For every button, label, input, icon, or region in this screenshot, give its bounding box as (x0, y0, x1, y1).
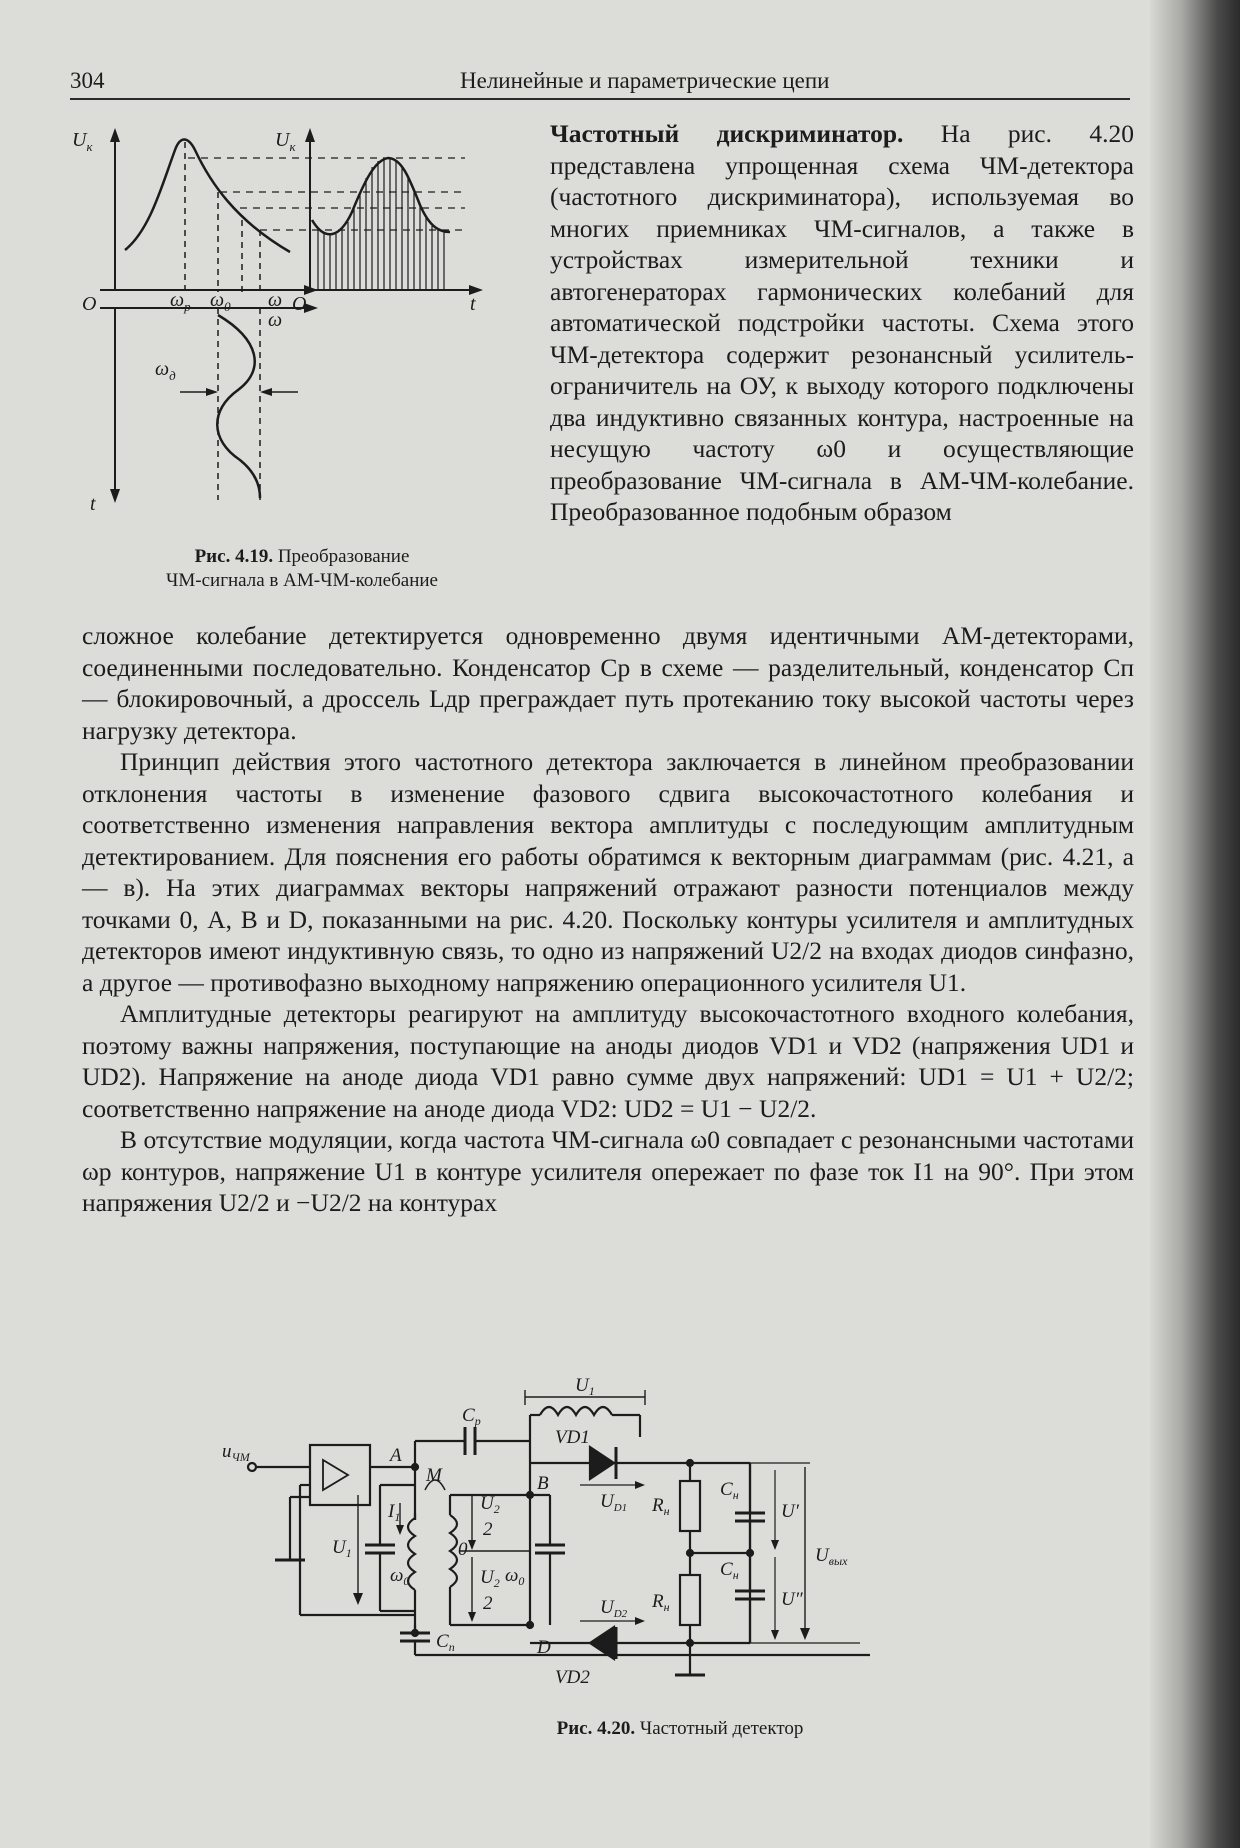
paragraph-1-continued: сложное колебание детектируется одновременно двумя идентичными АМ-детекторами, соединенными последовательно. Конденсатор Cр в схеме — разделительный, конденсатор Cп — блокировочный, а дроссель Lдр преграждает путь протеканию току высокой частоты через нагрузку детектора. (82, 621, 1134, 745)
fig420-cn-top: C (720, 1479, 733, 1500)
fig420-cn-bot: C (720, 1559, 733, 1580)
fig419-omega-axis-2: ω (268, 309, 283, 331)
fig419-caption-text-1: Преобразование (277, 546, 410, 567)
fig420-vd1: VD1 (555, 1427, 590, 1448)
figure-4-19-caption (72, 545, 532, 593)
svg-text:Cп (436, 1631, 455, 1654)
svg-text:ω0 (505, 1565, 524, 1588)
fig420-i1: I (388, 1501, 395, 1522)
fig420-u1-top-sub: 1 (588, 1384, 595, 1398)
fig420-u-prime: U′ (781, 1501, 799, 1522)
svg-text:UD1 (600, 1491, 627, 1514)
figure-4-20-caption (240, 1718, 1120, 1740)
fig419-omega-p: ω (170, 289, 185, 311)
svg-text:U1 (332, 1537, 352, 1560)
fig420-input: u (222, 1441, 232, 1462)
svg-text:Cн (720, 1559, 739, 1582)
fig420-ud1: U (600, 1491, 614, 1512)
paragraph-3: Амплитудные детекторы реагируют на амплитуду высокочастотного входного колебания, поэтому важны напряжения, поступающие на аноды диодов VD1 и VD2 (напряжения UD1 и UD2). Напряжение на аноде диода VD1 равно сумме двух напряжений: UD1 = U1 + U2/2; соответственно напряжение на аноде диода VD2: UD2 = U1 − U2/2. (82, 999, 1134, 1123)
svg-text:Cр (462, 1405, 481, 1428)
fig419-caption-label: Рис. 4.19. (194, 546, 274, 567)
fig420-cn-bot-sub: н (732, 1568, 739, 1582)
fig420-u2-top-sub: 2 (493, 1502, 500, 1516)
body-text (82, 620, 1134, 1219)
fig419-origin-right: O (292, 293, 307, 315)
svg-text:Cн (720, 1479, 739, 1502)
svg-text:Uвых (815, 1545, 848, 1568)
fig420-omega0-left: ω (390, 1565, 404, 1586)
fig420-two-top: 2 (483, 1519, 493, 1540)
fig420-cp: C (462, 1405, 475, 1426)
fig420-i1-sub: 1 (394, 1510, 401, 1524)
load-resistor-top (680, 1481, 700, 1531)
fig419-uk-right: U (275, 129, 290, 151)
page-binding-shadow (1150, 0, 1240, 1848)
svg-text:I1 (387, 1501, 400, 1524)
am-fm-hatching (318, 158, 444, 290)
fig420-node-a: A (390, 1445, 402, 1466)
fig419-omega-d-sub: д (169, 368, 176, 383)
fig419-omega-0-sub: 0 (224, 299, 231, 314)
fig420-omega0-left-sub: 0 (403, 1574, 410, 1588)
fig420-u2-top: U (480, 1493, 494, 1514)
load-resistor-bottom (680, 1575, 700, 1625)
fig420-node-d: D (537, 1637, 551, 1658)
fig420-u2-bot-sub: 2 (493, 1576, 500, 1590)
fig420-ud2-sub: D2 (613, 1608, 628, 1620)
secondary-coil (450, 1515, 457, 1587)
svg-text:ωр (170, 289, 191, 314)
fig420-caption-label: Рис. 4.20. (556, 1718, 636, 1739)
svg-text:Rн (651, 1591, 670, 1614)
am-fm-envelope (312, 158, 450, 234)
resonance-curve (125, 140, 290, 253)
fig419-uk-right-sub: к (289, 139, 296, 154)
fig419-t-bottom: t (90, 493, 96, 515)
op-amp (310, 1445, 370, 1505)
svg-text:UD2 (600, 1597, 628, 1620)
svg-text:Uк (275, 129, 296, 154)
fig420-rn-top-sub: н (663, 1504, 670, 1518)
fig420-zero: 0 (458, 1539, 468, 1560)
fig420-u1-left-sub: 1 (345, 1546, 352, 1560)
svg-text:ω0 (390, 1565, 409, 1588)
running-header (70, 68, 1130, 100)
svg-text:Rн (651, 1495, 670, 1518)
fig420-rn-top: R (652, 1495, 664, 1516)
fig419-uk-left-sub: к (86, 139, 93, 154)
column-paragraph-text: На рис. 4.20 представлена упрощенная схема ЧМ-детектора (частотного дискриминатора), используемая во многих приемниках ЧМ-сигналов, а также в устройствах измерительной техники и автогенераторах гармонических колебаний для автоматической подстройки частоты. Схема этого ЧМ-детектора содержит резонансный усилитель-ограничитель на ОУ, к выходу которого подключены два индуктивно связанных контура, настроенные на несущую частоту ω0 и осуществляющие преобразование ЧМ-сигнала в АМ-ЧМ-колебание. Преобразованное подобным образом (550, 119, 1134, 526)
figure-4-19 (70, 120, 540, 515)
fig420-cn-sub: п (448, 1640, 455, 1654)
fig420-ud2: U (600, 1597, 614, 1618)
svg-text:ω0 (210, 289, 231, 314)
fig419-caption-text-2: ЧМ-сигнала в АМ-ЧМ-колебание (166, 570, 438, 591)
paragraph-2: Принцип действия этого частотного детектора заключается в линейном преобразовании отклонения частоты в изменение фазового сдвига высокочастотного колебания и соответственно изменения направления вектора амплитуды с последующим амплитудным детектированием. Для пояснения его работы обратимся к векторным диаграммам (рис. 4.21, а — в). На этих диаграммах векторы напряжений отражают разности потенциалов между точками 0, A, B и D, показанными на рис. 4.20. Поскольку контуры усилителя и амплитудных детекторов имеют индуктивную связь, то одно из напряжений U2/2 на входах диодов синфазно, а другое — противофазно выходному напряжению операционного усилителя U1. (82, 747, 1134, 997)
page-number: 304 (70, 68, 105, 93)
fig420-omega0-mid-sub: 0 (518, 1574, 525, 1588)
fig419-uk-left: U (72, 129, 87, 151)
fig420-u2-bot: U (480, 1567, 494, 1588)
fig419-omega-d: ω (155, 358, 170, 380)
fig419-origin-left: O (82, 293, 97, 315)
fig420-u-out-sub: вых (828, 1554, 848, 1568)
column-paragraph (550, 118, 1134, 528)
figure-4-20-circuit (222, 1375, 1120, 1695)
fig420-m: M (426, 1465, 442, 1486)
fig420-omega0-mid: ω (505, 1565, 519, 1586)
fig419-t-right: t (470, 293, 476, 315)
svg-text:ωд (155, 358, 176, 383)
fig419-omega-0: ω (210, 289, 225, 311)
fig419-omega-p-sub: р (184, 299, 191, 314)
fig420-ud1-sub: D1 (613, 1502, 628, 1514)
paragraph-4: В отсутствие модуляции, когда частота ЧМ-сигнала ω0 совпадает с резонансными частотами ωр контуров, напряжение U1 в контуре усилителя опережает по фазе ток I1 на 90°. При этом напряжения U2/2 и −U2/2 на контурах (82, 1125, 1134, 1217)
fig420-u-out: U (815, 1545, 829, 1566)
running-title: Нелинейные и параметрические цепи (460, 68, 830, 93)
fig420-caption-text: Частотный детектор (639, 1718, 804, 1739)
fig420-node-b: B (537, 1473, 549, 1494)
fig420-u-dprime: U″ (781, 1589, 803, 1610)
fig420-u1-left: U (332, 1537, 346, 1558)
fm-frequency-curve (217, 315, 260, 498)
fig420-cp-sub: р (474, 1414, 481, 1428)
svg-text:U2 (480, 1567, 500, 1590)
svg-text:U2 (480, 1493, 500, 1516)
fig420-rn-bot-sub: н (663, 1600, 670, 1614)
section-lead: Частотный дискриминатор. (550, 119, 904, 148)
fig420-vd2: VD2 (555, 1667, 590, 1688)
fig420-input-sub: ЧМ (231, 1450, 250, 1464)
fig420-two-bot: 2 (483, 1593, 493, 1614)
choke-coil (540, 1407, 612, 1415)
fig420-cn-top-sub: н (732, 1488, 739, 1502)
fig419-omega-axis: ω (268, 289, 283, 311)
svg-text:Uк (72, 129, 93, 154)
fig420-cn: C (436, 1631, 449, 1652)
fig420-rn-bot: R (652, 1591, 664, 1612)
fig420-u1-top: U (575, 1375, 589, 1396)
